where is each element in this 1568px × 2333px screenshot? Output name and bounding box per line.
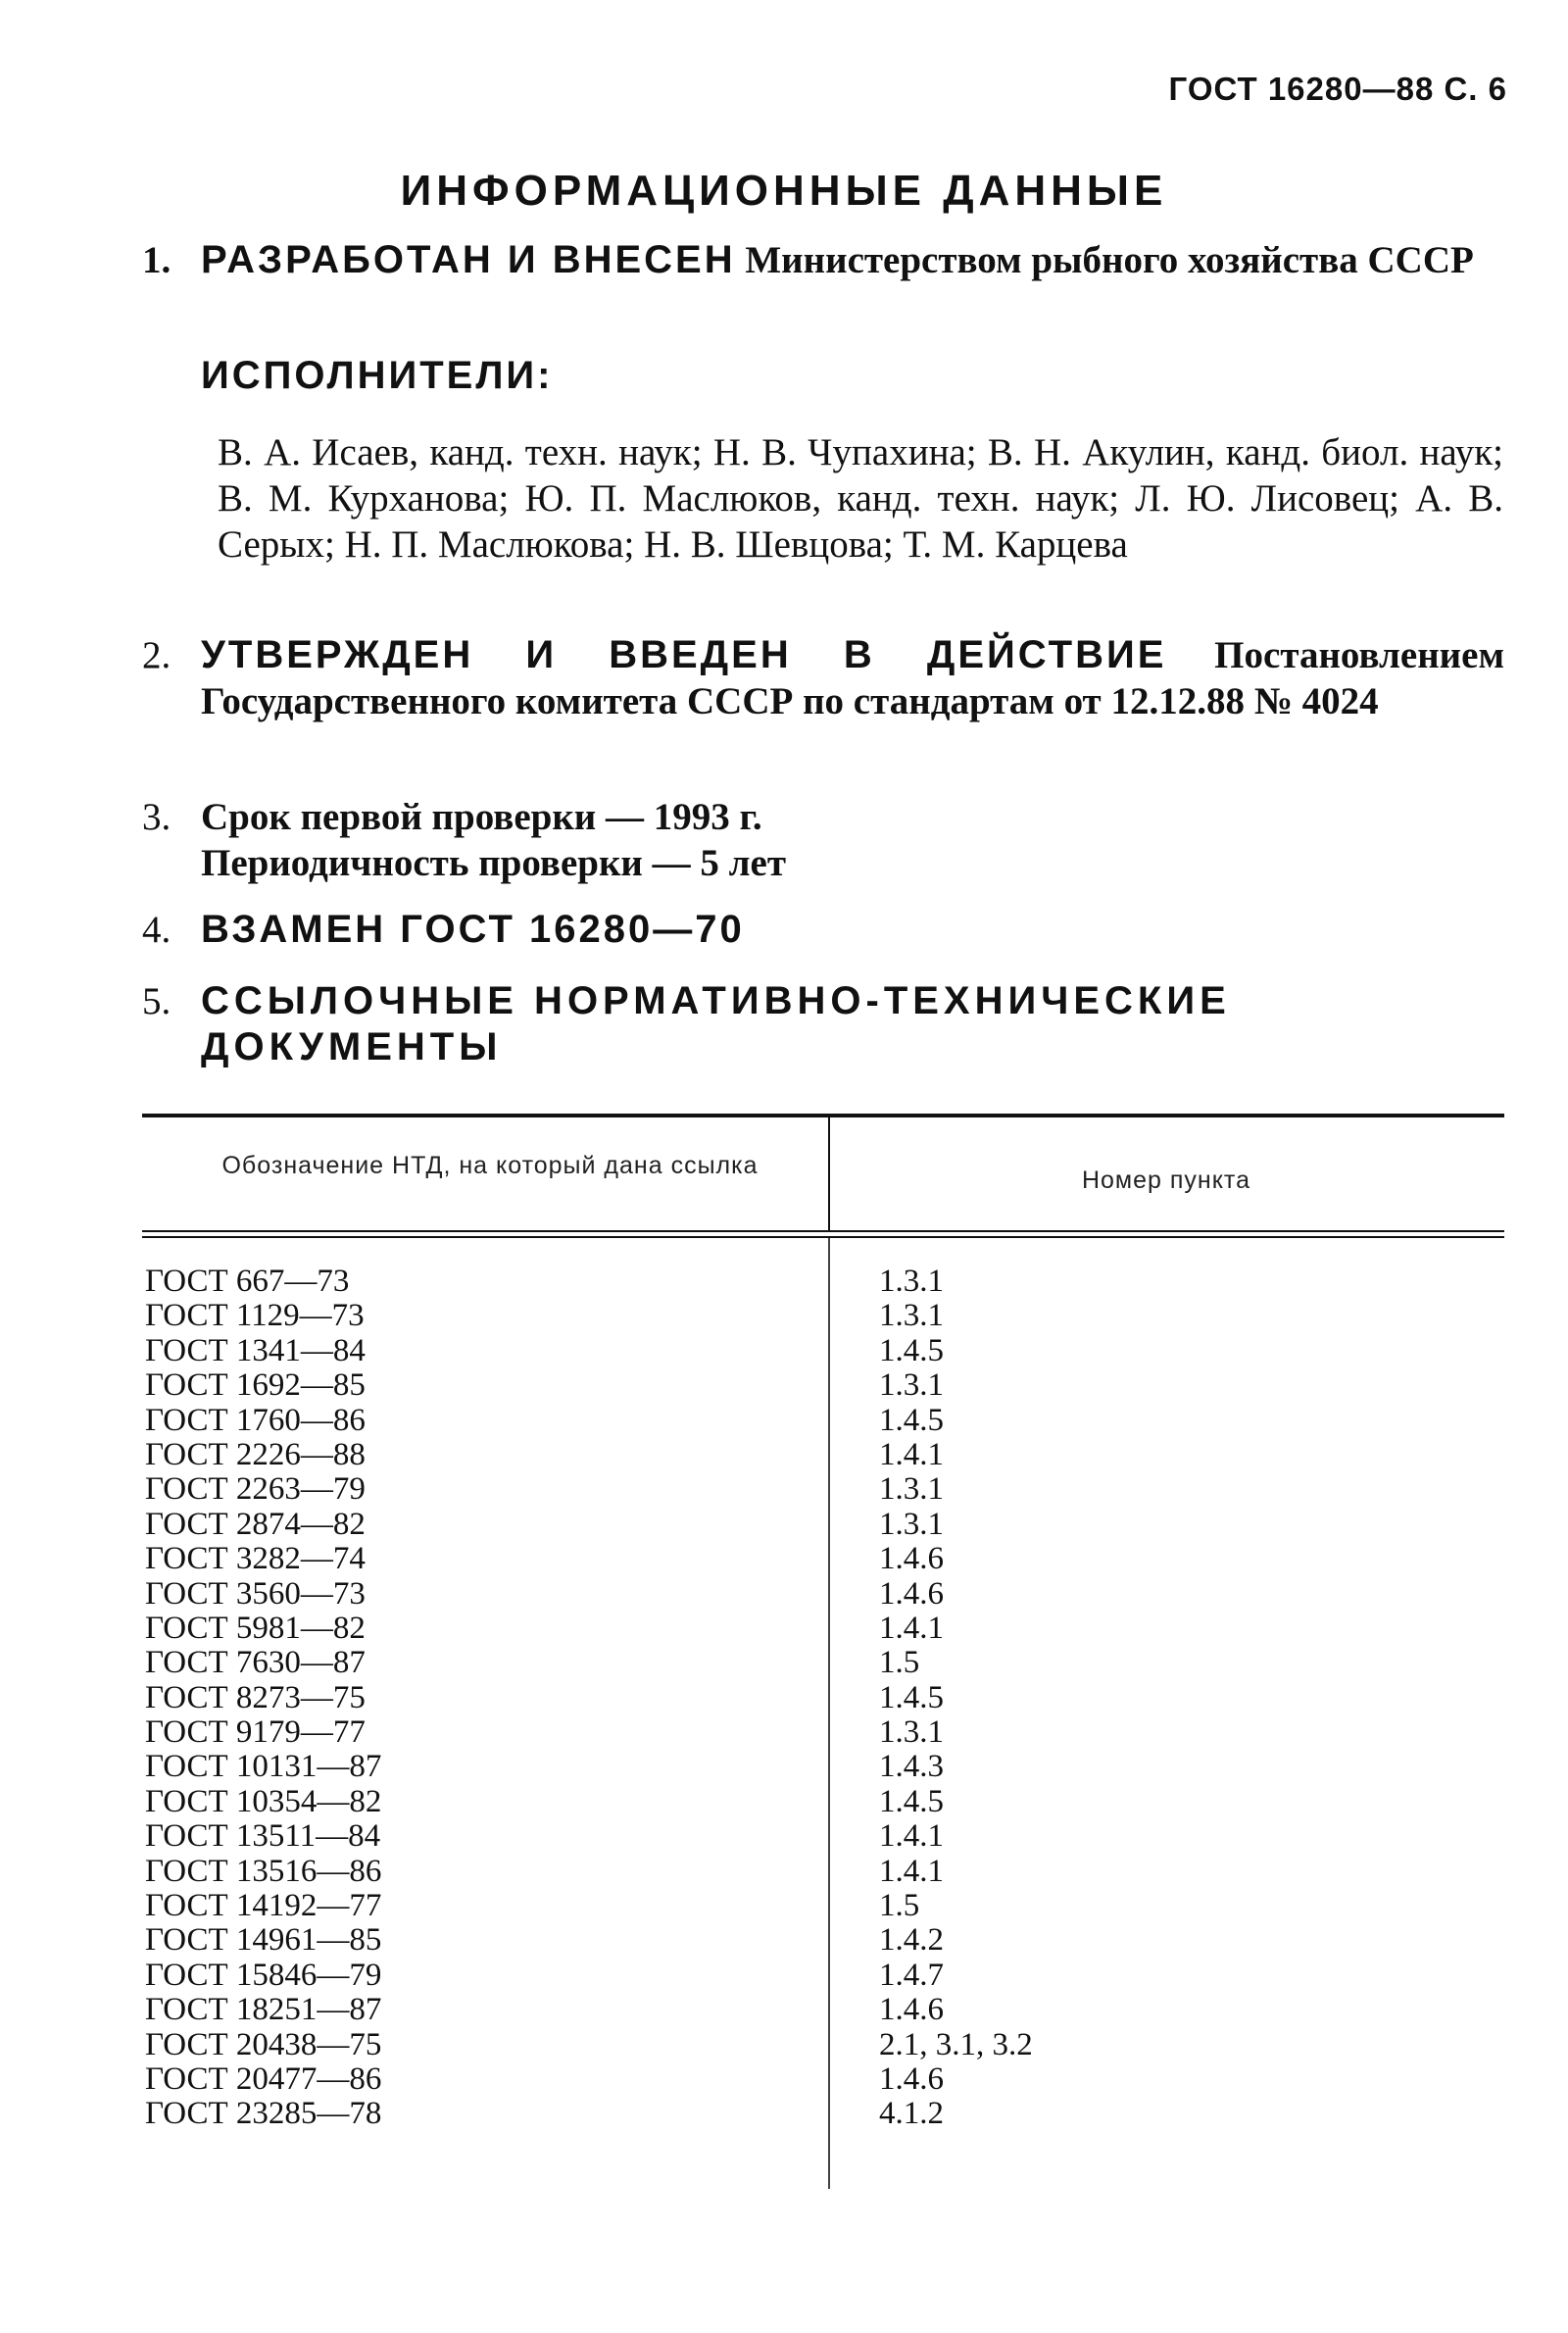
table-row-clause: 1.4.6: [879, 1575, 944, 1612]
table-row-reference: ГОСТ 3282—74: [145, 1541, 366, 1577]
table-row-clause: 1.4.5: [879, 1402, 944, 1438]
header-column-divider: [828, 1117, 830, 1230]
table-row-reference: ГОСТ 13516—86: [145, 1853, 382, 1889]
item-3-line-1: Срок первой проверки — 1993 г.: [201, 796, 762, 838]
table-row-reference: ГОСТ 5981—82: [145, 1610, 366, 1646]
header-bottom-rule-1: [142, 1230, 1504, 1232]
table-row-clause: 1.3.1: [879, 1264, 944, 1299]
item-3-line-2: Периодичность проверки — 5 лет: [201, 842, 786, 884]
table-row-reference: ГОСТ 1692—85: [145, 1367, 366, 1404]
table-row-reference: ГОСТ 14192—77: [145, 1888, 382, 1924]
item-4-text: ВЗАМЕН ГОСТ 16280—70: [201, 908, 745, 951]
table-row-reference: ГОСТ 2874—82: [145, 1506, 366, 1542]
table-row-clause: 1.3.1: [879, 1714, 944, 1751]
item-4-number: 4.: [142, 909, 172, 951]
performers-label: ИСПОЛНИТЕЛИ:: [201, 354, 554, 397]
table-row-clause: 1.4.1: [879, 1610, 944, 1646]
table-row-clause: 1.4.5: [879, 1679, 944, 1715]
table-row-reference: ГОСТ 1129—73: [145, 1298, 365, 1334]
table-row-reference: ГОСТ 3560—73: [145, 1575, 366, 1612]
table-row-clause: 1.4.2: [879, 1922, 944, 1959]
item-2-text: [201, 632, 1504, 724]
column-header-clause: Номер пункта: [1081, 1166, 1251, 1194]
table-row-clause: 1.5: [879, 1645, 920, 1681]
table-row-reference: ГОСТ 10354—82: [145, 1783, 382, 1819]
item-2-rest: Постановлением Государственного комитета СССР по стандартам от 12.12.88 № 4024: [201, 634, 1505, 722]
table-row-clause: 4.1.2: [879, 2096, 944, 2132]
table-row-reference: ГОСТ 15846—79: [145, 1957, 382, 1993]
table-row-clause: 1.3.1: [879, 1367, 944, 1404]
column-header-reference: Обозначение НТД, на который дана ссылка: [221, 1152, 759, 1179]
table-row-clause: 1.4.5: [879, 1332, 944, 1368]
table-row-reference: ГОСТ 14961—85: [145, 1922, 382, 1959]
table-row-clause: 1.3.1: [879, 1506, 944, 1542]
table-row-clause: 1.4.5: [879, 1783, 944, 1819]
table-top-rule: [142, 1114, 1504, 1117]
table-row-clause: 1.4.6: [879, 1541, 944, 1577]
reference-column: [145, 1265, 381, 2132]
item-2-caps: УТВЕРЖДЕН И ВВЕДЕН В ДЕЙСТВИЕ: [201, 633, 1167, 676]
body-column-divider: [828, 1238, 830, 2189]
item-1-text: [201, 237, 1504, 283]
table-row-reference: ГОСТ 23285—78: [145, 2096, 382, 2132]
table-row-reference: ГОСТ 667—73: [145, 1264, 350, 1299]
table-row-reference: ГОСТ 10131—87: [145, 1749, 382, 1785]
clause-column: [879, 1265, 1033, 2132]
table-row-clause: 1.3.1: [879, 1298, 944, 1334]
table-row-clause: 1.4.1: [879, 1436, 944, 1472]
header-bottom-rule-2: [142, 1236, 1504, 1238]
item-5-text: ССЫЛОЧНЫЕ НОРМАТИВНО-ТЕХНИЧЕСКИЕ ДОКУМЕНТЫ: [201, 979, 1231, 1068]
table-row-reference: ГОСТ 9179—77: [145, 1714, 366, 1751]
performers-list: В. А. Исаев, канд. техн. наук; Н. В. Чупахина; В. Н. Акулин, канд. биол. наук; В. М. Курханова; Ю. П. Маслюков, канд. техн. наук; Л. Ю. Лисовец; А. В. Серых; Н. П. Маслюкова; Н. В. Шевцова; Т. М. Карцева: [218, 431, 1503, 566]
page-header: ГОСТ 16280—88 С. 6: [1168, 71, 1507, 107]
item-5-number: 5.: [142, 980, 172, 1022]
table-row-clause: 1.4.3: [879, 1749, 944, 1785]
table-row-clause: 1.3.1: [879, 1471, 944, 1508]
item-2-number: 2.: [142, 634, 172, 676]
table-row-reference: ГОСТ 7630—87: [145, 1645, 366, 1681]
table-row-clause: 1.4.1: [879, 1853, 944, 1889]
table-row-clause: 1.4.6: [879, 2060, 944, 2097]
table-row-clause: 1.4.6: [879, 1992, 944, 2028]
table-row-reference: ГОСТ 1760—86: [145, 1402, 366, 1438]
table-row-reference: ГОСТ 20438—75: [145, 2026, 382, 2062]
item-1-caps: РАЗРАБОТАН И ВНЕСЕН: [201, 238, 736, 281]
table-row-clause: 1.5: [879, 1888, 920, 1924]
table-row-reference: ГОСТ 18251—87: [145, 1992, 382, 2028]
page-title: ИНФОРМАЦИОННЫЕ ДАННЫЕ: [400, 167, 1168, 215]
table-row-reference: ГОСТ 8273—75: [145, 1679, 366, 1715]
table-row-reference: ГОСТ 2226—88: [145, 1436, 366, 1472]
table-row-reference: ГОСТ 1341—84: [145, 1332, 366, 1368]
table-row-reference: ГОСТ 13511—84: [145, 1818, 381, 1855]
table-row-clause: 1.4.7: [879, 1957, 944, 1993]
table-row-clause: 1.4.1: [879, 1818, 944, 1855]
item-1-rest: Министерством рыбного хозяйства СССР: [745, 239, 1474, 281]
table-row-reference: ГОСТ 2263—79: [145, 1471, 366, 1508]
item-1-number: 1.: [142, 239, 172, 281]
item-3-number: 3.: [142, 796, 172, 838]
table-row-reference: ГОСТ 20477—86: [145, 2060, 382, 2097]
table-row-clause: 2.1, 3.1, 3.2: [879, 2026, 1033, 2062]
